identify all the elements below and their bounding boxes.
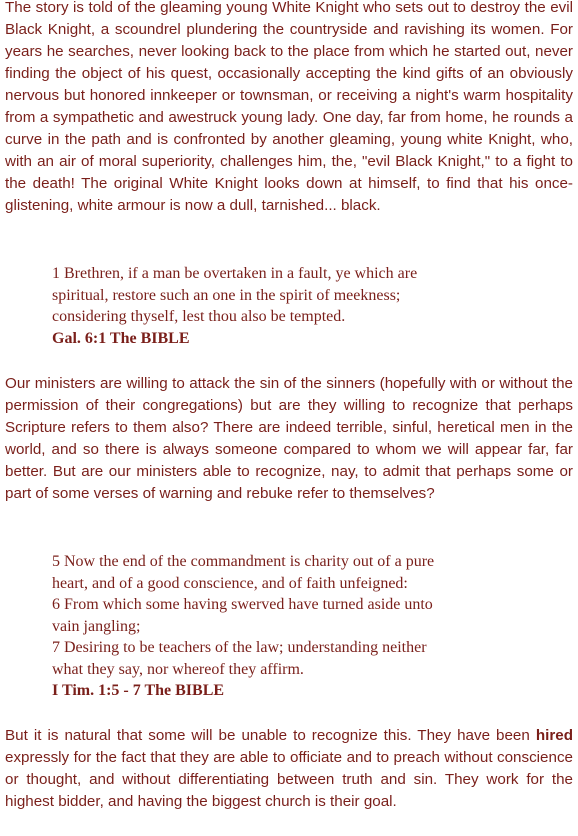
quote-line: 6 From which some having swerved have turned aside unto (52, 596, 433, 613)
quote-line: spiritual, restore such an one in the spirit of meekness; (52, 286, 401, 304)
quote-citation: I Tim. 1:5 - 7 The BIBLE (52, 682, 225, 699)
paragraph-text: expressly for the fact that they are able to officiate and to preach without conscience or thought, and without differentiating between truth and sin. They work for the highest bidder, and having the biggest church is their goal. (5, 749, 573, 810)
quote-line: heart, and of a good conscience, and of faith unfeigned: (52, 574, 408, 592)
quote-citation: Gal. 6:1 The BIBLE (52, 329, 190, 347)
quote-line: what they say, nor whereof they affirm. (52, 660, 304, 678)
quote-line: vain jangling; (52, 617, 141, 635)
quote-line: considering thyself, lest thou also be tempted. (52, 308, 346, 325)
quote-line: 7 Desiring to be teachers of the law; understanding neither (52, 639, 427, 656)
scripture-quote-galatians (5, 263, 522, 349)
scripture-quote-timothy (5, 551, 522, 702)
quote-line: 1 Brethren, if a man be overtaken in a fault, ye which are (52, 265, 418, 282)
paragraph-ministers: Our ministers are willing to attack the sin of the sinners (hopefully with or without the permission of their congregations) but are they willing to recognize that perhaps Scripture refers to them also? There are indeed terrible, sinful, heretical men in the world, and so there is always someone compared to whom we will appear far, far better. But are our ministers able to recognize, nay, to admit that perhaps some or part of some verses of warning and rebuke refer to themselves? (5, 375, 573, 502)
quote-line: 5 Now the end of the commandment is charity out of a pure (52, 553, 435, 570)
paragraph-text: But it is natural that some will be unable to recognize this. They have been (5, 727, 536, 744)
emphasis-word: hired (535, 727, 573, 744)
paragraph-hired (5, 725, 573, 813)
paragraph-knight-story: The story is told of the gleaming young White Knight who sets out to destroy the evil Black Knight, a scoundrel plundering the countryside and ravishing its women. For years he searches, never looking back to the place from which he started out, never finding the object of his quest, occasionally accepting the kind gifts of an obviously nervous but honored innkeeper or townsman, or receiving a night's warm hospitality from a sympathetic and awestruck young lady. One day, far from home, he rounds a curve in the path and is confronted by another gleaming, young white Knight, who, with an air of moral superiority, challenges him, the, "evil Black Knight," to a fight to the death! The original White Knight looks down at himself, to find that his once-glistening, white armour is now a dull, tarnished... black. (5, 0, 573, 214)
